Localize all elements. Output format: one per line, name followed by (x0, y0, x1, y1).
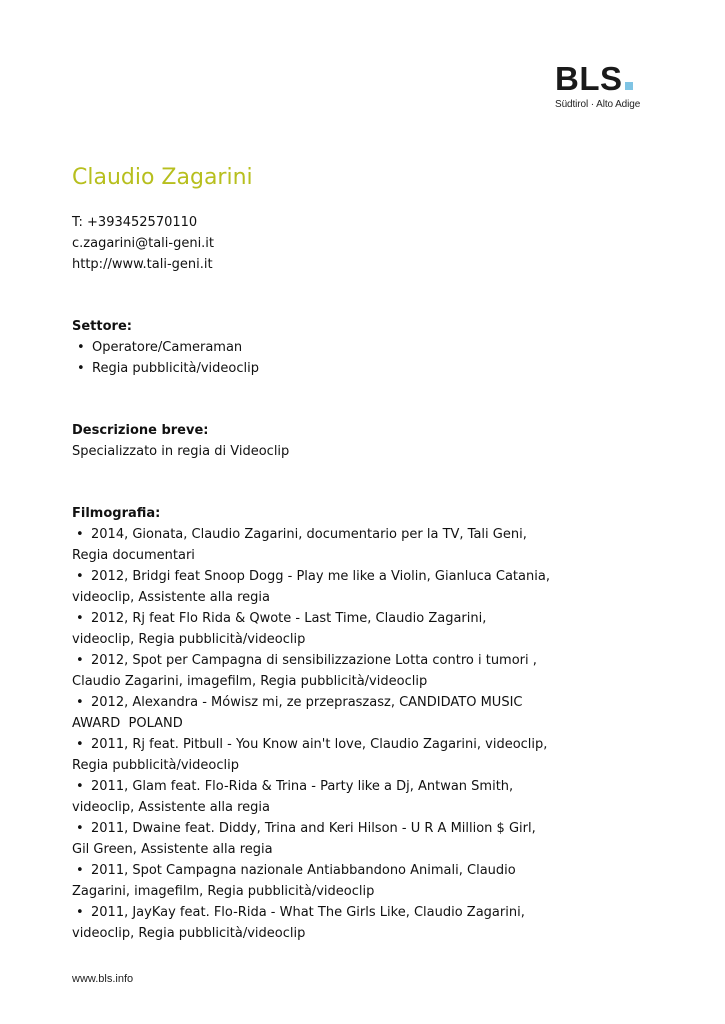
website-link[interactable]: http://www.tali-geni.it (72, 257, 213, 272)
bullet-icon: • (76, 527, 84, 542)
logo-mark: BLS (555, 60, 623, 97)
list-item (72, 818, 552, 860)
film-entry: 2012, Bridgi feat Snoop Dogg - Play me like a Violin, Gianluca Catania, videoclip, Assistente alla regia (72, 569, 550, 605)
list-item (72, 650, 552, 692)
film-entry: 2011, Rj feat. Pitbull - You Know ain't love, Claudio Zagarini, videoclip, Regia pubblicità/videoclip (72, 737, 548, 773)
settore-list (72, 337, 552, 379)
bullet-icon: • (76, 905, 84, 920)
bullet-icon: • (76, 737, 84, 752)
descrizione-section (72, 420, 552, 462)
list-item (72, 566, 552, 608)
bullet-icon: • (76, 653, 84, 668)
list-item (72, 692, 552, 734)
film-entry: 2012, Rj feat Flo Rida & Qwote - Last Time, Claudio Zagarini, videoclip, Regia pubblicità/videoclip (72, 611, 487, 647)
logo-subtitle: Südtirol · Alto Adige (555, 99, 641, 110)
filmografia-title: Filmografia: (72, 506, 161, 521)
list-item (72, 860, 552, 902)
bullet-icon: • (76, 695, 84, 710)
settore-section (72, 316, 552, 379)
list-item: • Operatore/Cameraman (72, 337, 552, 358)
bullet-icon: • (76, 821, 84, 836)
filmografia-list (72, 524, 552, 944)
settore-title: Settore: (72, 319, 132, 334)
film-entry: 2011, JayKay feat. Flo-Rida - What The Girls Like, Claudio Zagarini, videoclip, Regia pubblicità/videoclip (72, 905, 525, 941)
bullet-icon: • (76, 611, 84, 626)
film-entry: 2012, Spot per Campagna di sensibilizzazione Lotta contro i tumori , Claudio Zagarini, imagefilm, Regia pubblicità/videoclip (72, 653, 537, 689)
bullet-icon: • (76, 863, 84, 878)
person-name: Claudio Zagarini (72, 165, 253, 190)
bullet-icon: • (76, 779, 84, 794)
list-item (72, 608, 552, 650)
film-entry: 2011, Spot Campagna nazionale Antiabbandono Animali, Claudio Zagarini, imagefilm, Regia pubblicità/videoclip (72, 863, 516, 899)
list-item: • Regia pubblicità/videoclip (72, 358, 552, 379)
bls-logo (555, 62, 655, 111)
list-item (72, 776, 552, 818)
list-item (72, 734, 552, 776)
film-entry: 2014, Gionata, Claudio Zagarini, documentario per la TV, Tali Geni, Regia documentari (72, 527, 527, 563)
phone-number: T: +393452570110 (72, 215, 198, 230)
list-item (72, 902, 552, 944)
logo-dot-icon (625, 82, 633, 90)
film-entry: 2011, Glam feat. Flo-Rida & Trina - Party like a Dj, Antwan Smith, videoclip, Assistente alla regia (72, 779, 514, 815)
footer-url[interactable]: www.bls.info (72, 973, 134, 985)
film-entry: 2011, Dwaine feat. Diddy, Trina and Keri Hilson - U R A Million $ Girl, Gil Green, Assistente alla regia (72, 821, 536, 857)
descrizione-title: Descrizione breve: (72, 423, 209, 438)
bullet-icon: • (76, 569, 84, 584)
email-link[interactable]: c.zagarini@tali-geni.it (72, 236, 215, 251)
film-entry: 2012, Alexandra - Mówisz mi, ze przepraszasz, CANDIDATO MUSIC AWARD POLAND (72, 695, 527, 731)
filmografia-section (72, 503, 552, 944)
contact-block (72, 212, 214, 275)
list-item (72, 524, 552, 566)
descrizione-text: Specializzato in regia di Videoclip (72, 444, 290, 459)
